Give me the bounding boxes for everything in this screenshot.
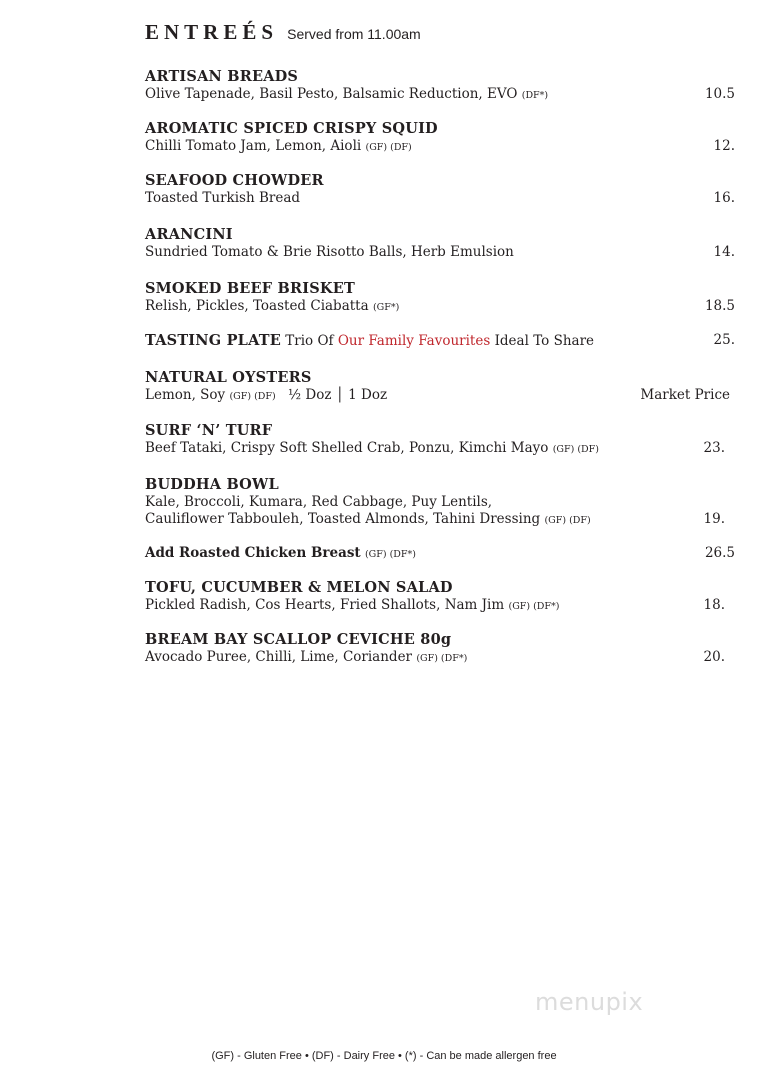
- item-price: 20.: [703, 649, 725, 665]
- item-description: Pickled Radish, Cos Hearts, Fried Shallots, Nam Jim: [145, 597, 505, 613]
- item-price: 10.5: [704, 86, 735, 102]
- item-price: 18.5: [704, 298, 735, 314]
- item-highlight: Our Family Favourites: [337, 333, 491, 349]
- item-price: 12.: [713, 138, 735, 154]
- section-subtitle: Served from 11.00am: [287, 26, 421, 42]
- item-name: SEAFOOD CHOWDER: [145, 172, 324, 189]
- item-description-line: [145, 138, 735, 156]
- menu-item-beef-brisket: [145, 280, 735, 316]
- item-name: ARTISAN BREADS: [145, 68, 299, 85]
- menu-item-scallop-ceviche: [145, 631, 735, 667]
- menu-item-buddha-bowl: [145, 476, 735, 529]
- item-tags: (GF) (DF*): [508, 601, 560, 612]
- item-description-pre: Trio Of: [285, 333, 334, 349]
- item-description-line-1: [145, 494, 735, 511]
- item-tags: (GF) (DF*): [416, 653, 468, 664]
- item-description: Kale, Broccoli, Kumara, Red Cabbage, Puy Lentils,: [145, 494, 493, 510]
- item-description-post: Ideal To Share: [494, 333, 595, 349]
- menu-item-natural-oysters: [145, 369, 735, 405]
- item-name: SURF ‘N’ TURF: [145, 422, 273, 439]
- item-name: NATURAL OYSTERS: [145, 369, 312, 386]
- menu-item-seafood-chowder: [145, 172, 735, 207]
- addon-label: Add Roasted Chicken Breast: [145, 545, 361, 561]
- item-description-line: [145, 597, 735, 615]
- item-description: Lemon, Soy: [145, 387, 226, 403]
- item-description-line-2: [145, 511, 735, 529]
- item-description: Cauliflower Tabbouleh, Toasted Almonds, Tahini Dressing: [145, 511, 541, 527]
- item-price: 25.: [713, 332, 735, 348]
- item-price: 14.: [713, 244, 735, 260]
- item-description-line: [145, 440, 735, 458]
- item-price: 16.: [713, 190, 735, 206]
- item-description-line: [145, 387, 735, 405]
- item-name: SMOKED BEEF BRISKET: [145, 280, 355, 297]
- item-name: TOFU, CUCUMBER & MELON SALAD: [145, 579, 453, 596]
- item-description-line: [145, 649, 735, 667]
- item-description: Beef Tataki, Crispy Soft Shelled Crab, Ponzu, Kimchi Mayo: [145, 440, 549, 456]
- menu-item-artisan-breads: [145, 68, 735, 104]
- item-description: Relish, Pickles, Toasted Ciabatta: [145, 298, 369, 314]
- item-tags: (GF) (DF): [229, 391, 276, 402]
- item-name: ARANCINI: [145, 226, 233, 243]
- item-description-line: [145, 298, 735, 316]
- item-name: TASTING PLATE: [145, 332, 281, 349]
- item-name: AROMATIC SPICED CRISPY SQUID: [145, 120, 438, 137]
- addon-line: [145, 545, 735, 563]
- addon-tags: (GF) (DF*): [364, 549, 416, 560]
- menu-addon-chicken: [145, 545, 735, 563]
- menu-item-tasting-plate: [145, 332, 735, 350]
- item-description-line: [145, 332, 735, 350]
- section-title: ENTREÉS: [145, 20, 279, 44]
- item-price: 18.: [703, 597, 725, 613]
- item-sizes: ½ Doz │ 1 Doz: [288, 387, 388, 403]
- item-name: BREAM BAY SCALLOP CEVICHE 80g: [145, 631, 452, 648]
- menu-item-crispy-squid: [145, 120, 735, 156]
- allergen-legend: (GF) - Gluten Free • (DF) - Dairy Free • (*) - Can be made allergen free: [211, 1050, 557, 1062]
- addon-price: 26.5: [704, 545, 735, 561]
- item-description: Olive Tapenade, Basil Pesto, Balsamic Reduction, EVO: [145, 86, 518, 102]
- menu-item-arancini: [145, 226, 735, 261]
- section-header: [145, 20, 421, 45]
- item-name: BUDDHA BOWL: [145, 476, 279, 493]
- item-tags: (GF*): [372, 302, 400, 313]
- item-tags: (GF) (DF): [552, 444, 599, 455]
- item-description-line: [145, 86, 735, 104]
- item-description: Sundried Tomato & Brie Risotto Balls, Herb Emulsion: [145, 244, 514, 260]
- menu-item-tofu-salad: [145, 579, 735, 615]
- item-description-line: [145, 190, 735, 207]
- item-tags: (GF) (DF): [365, 142, 412, 153]
- item-price: Market Price: [640, 387, 730, 403]
- item-tags: (GF) (DF): [544, 515, 591, 526]
- item-tags: (DF*): [521, 90, 549, 101]
- item-price: 19.: [703, 511, 725, 527]
- item-description: Avocado Puree, Chilli, Lime, Coriander: [145, 649, 413, 665]
- item-description: Chilli Tomato Jam, Lemon, Aioli: [145, 138, 362, 154]
- item-price: 23.: [703, 440, 725, 456]
- watermark-logo: menupix: [535, 988, 644, 1016]
- item-description: Toasted Turkish Bread: [145, 190, 301, 206]
- menu-item-surf-n-turf: [145, 422, 735, 458]
- item-description-line: [145, 244, 735, 261]
